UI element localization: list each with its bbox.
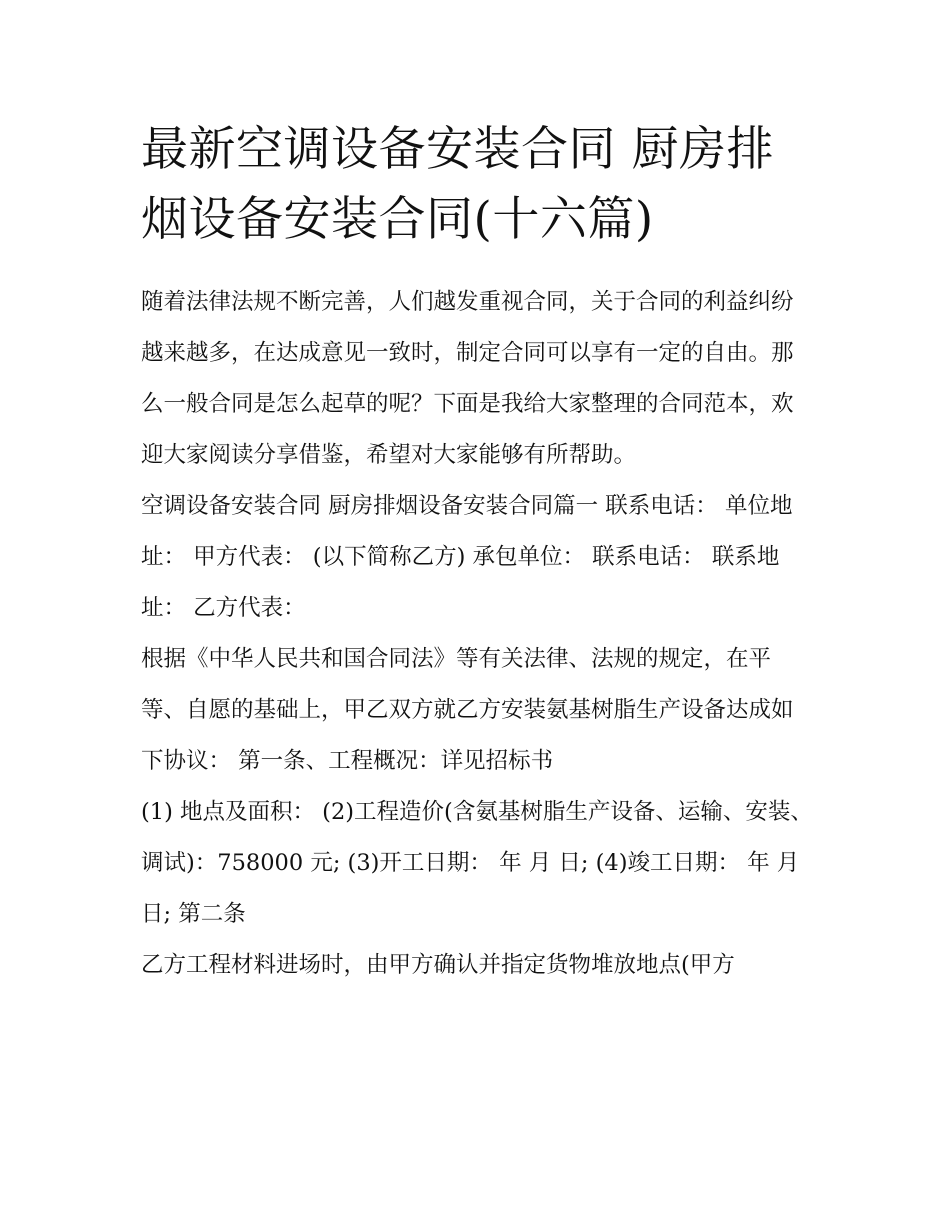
project-details-paragraph: (1) 地点及面积： (2)工程造价(含氨基树脂生产设备、运输、安装、调试)：758000 元; (3)开工日期： 年 月 日; (4)竣工日期： 年 月 [141, 799, 813, 876]
article-two-heading: 日; 第二条 [141, 901, 246, 927]
document-title: 最新空调设备安装合同 厨房排烟设备安装合同(十六篇) [141, 122, 774, 247]
agreement-basis-paragraph: 根据《中华人民共和国合同法》等有关法律、法规的规定，在平等、自愿的基础上，甲乙双方就乙方安装氨基树脂生产设备达成如下协议： 第一条、工程概况：详见招标书 [141, 646, 794, 774]
contract-parties-paragraph: 空调设备安装合同 厨房排烟设备安装合同篇一 联系电话： 单位地址： 甲方代表： (以下简称乙方) 承包单位： 联系电话： 联系地址： 乙方代表： [141, 493, 793, 621]
intro-paragraph: 随着法律法规不断完善，人们越发重视合同，关于合同的利益纠纷越来越多，在达成意见一致时，制定合同可以享有一定的自由。那么一般合同是怎么起草的呢？下面是我给大家整理的合同范本，欢迎大家阅读分享借鉴，希望对大家能够有所帮助。 [141, 289, 794, 468]
document-body [141, 115, 813, 991]
materials-paragraph: 乙方工程材料进场时，由甲方确认并指定货物堆放地点(甲方 [141, 952, 735, 978]
